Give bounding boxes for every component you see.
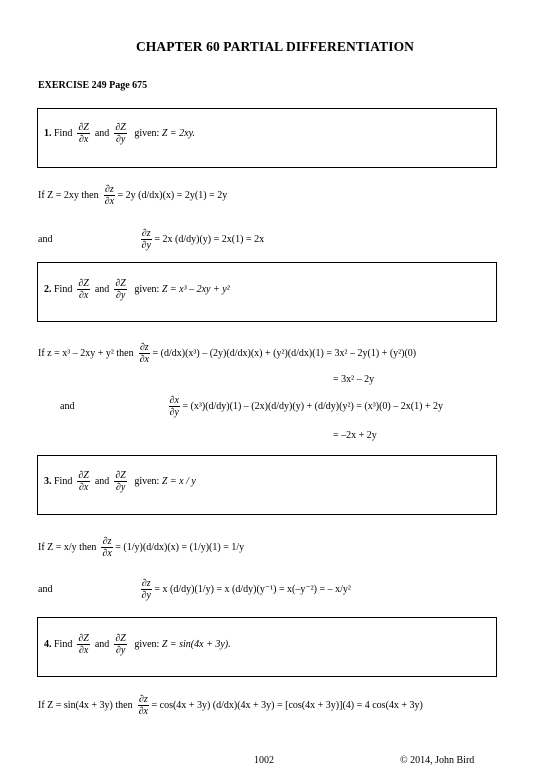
exercise-heading: EXERCISE 249 Page 675 (38, 80, 148, 91)
solution-2-line-1: If z = x³ – 2xy + y² then $\frac{\partial z}{\partial x}$ = (d/dx)(x³) – (2y)(d/dx)(x) + (y²)(d/dx)(1) = 3x² – 2y(1) + (y²)(0) (38, 342, 417, 365)
question-box-2 (37, 262, 497, 322)
solution-1-line-2: and $\frac{\partial z}{\partial y}$ = 2x (d/dy)(y) = 2x(1) = 2x (38, 228, 265, 251)
solution-2-line-2b: = –2x + 2y (333, 430, 377, 441)
question-box-1 (37, 108, 497, 168)
solution-2-line-2: and $\frac{\partial x}{\partial y}$ = (x³)(d/dy)(1) – (2x)(d/dy)(y) + (d/dy)(y²) = (x³)(0) – 2x(1) + 2y (60, 395, 444, 418)
question-3: 3. Find $\frac{\partial Z}{\partial x}$ and $\frac{\partial Z}{\partial y}$ given: Z = x / y (44, 470, 196, 493)
solution-4-line-1: If Z = sin(4x + 3y) then $\frac{\partial z}{\partial x}$ = cos(4x + 3y) (d/dx)(4x + 3y) = [cos(4x + 3y)](4) = 4 cos(4x + 3y) (38, 694, 423, 717)
solution-2-line-1b: = 3x² – 2y (333, 374, 375, 385)
partial-frac: $\frac{\partial Z}{\partial y}$ (115, 122, 126, 145)
solution-3-line-2: and $\frac{\partial z}{\partial y}$ = x (d/dy)(1/y) = x (d/dy)(y⁻¹) = x(–y⁻²) = – x/y² (38, 578, 351, 601)
solution-3-line-1: If Z = x/y then $\frac{\partial z}{\partial x}$ = (1/y)(d/dx)(x) = (1/y)(1) = 1/y (38, 536, 245, 559)
question-2: 2. Find $\frac{\partial Z}{\partial x}$ and $\frac{\partial Z}{\partial y}$ given: Z = x³ – 2xy + y² (44, 278, 230, 301)
question-4: 4. Find $\frac{\partial Z}{\partial x}$ and $\frac{\partial Z}{\partial y}$ given: Z = sin(4x + 3y). (44, 633, 231, 656)
question-1: 1. Find $\frac{\partial Z}{\partial x}$ and $\frac{\partial Z}{\partial y}$ given: Z = 2xy. (44, 122, 195, 145)
partial-frac: $\frac{\partial Z}{\partial x}$ (78, 122, 89, 145)
question-box-4 (37, 617, 497, 677)
question-box-3 (37, 455, 497, 515)
page-number: 1002 (254, 755, 274, 766)
solution-1-line-1: If Z = 2xy then $\frac{\partial z}{\partial x}$ = 2y (d/dx)(x) = 2y(1) = 2y (38, 184, 228, 207)
page-title: CHAPTER 60 PARTIAL DIFFERENTIATION (135, 39, 415, 54)
copyright: © 2014, John Bird (400, 755, 475, 766)
